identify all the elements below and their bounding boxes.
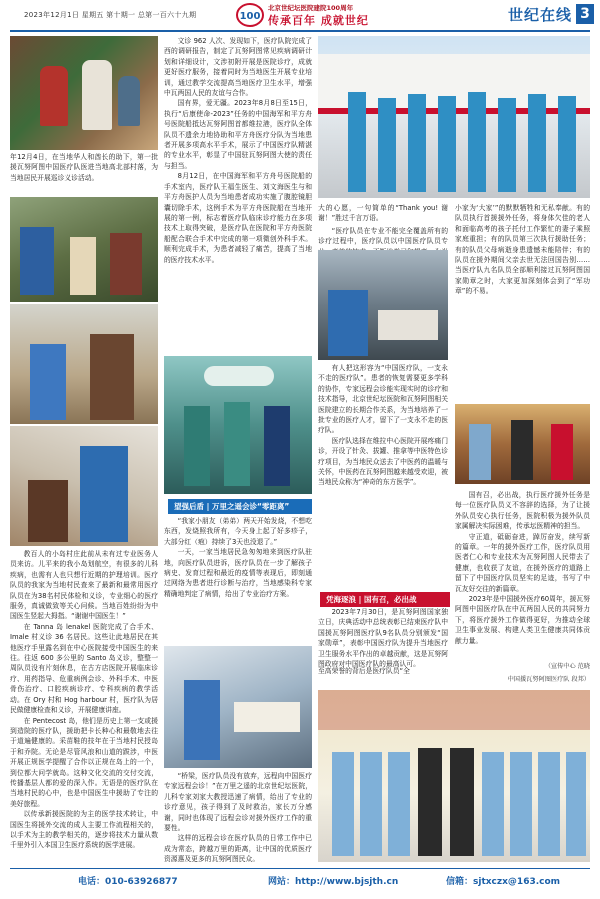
hospital-100-logo-icon [236, 2, 264, 28]
paragraph: 这样的远程会诊在医疗队员的日常工作中已成为常态，跨越万里的距离，让中国的优质医疗资源惠及更多的瓦努阿图民众。 [164, 834, 312, 864]
paragraph: 在 Tanna 岛 lenakel 医院完成了合手术、Imale 村义诊 36 名居民。这些让此地居民在其他医疗手里露名到在中心医院接受中国医生的来往。往返 600 多公里的 Santo 岛义诊，整整一周队员没有片刻休息，在古方店医院开展临床诊疗、用药指导、危重病例会诊、外科手术、中医骨伤治疗、口腔疾病诊疗、专科疾病的教学活动。在 Ory 村和 Hog harbour 村，医疗队为居民做健康检查和义诊，开展健康讲座。 [10, 622, 158, 715]
footer-phone: 电话：010-63926877 [78, 877, 178, 887]
caption-thank-you: 大的心愿，一句简单的“Thank you! 谢谢！”胜过千言万语。 [318, 204, 448, 223]
paragraph: 国有界，爱无疆。2023年8月8日至15日，执行“后康使命-2023”任务的中国海军和平方舟号医院船抵达瓦努阿图首都维拉港，医疗队全体队员不遗余力地协助和平方舟医疗分队为当地患者开展多项高水平手术，展示了中国医疗队精湛的专业水平，彰显了中国驻瓦努阿图大使的责任与担当。 [164, 99, 312, 170]
footer-email[interactable]: 信箱：sjtxczx@163.com [446, 877, 561, 887]
paragraph: 教百人的小岛村庄此前从未有过专业医务人员来访。儿平来的我小岛划航空，有很多的儿科疾病，也需有人也只想行近期的护理培训。医疗队员的我家为当地村民查来了最新和最常用医疗队员在为38名村民体检和义诊，专业细心的医疗服务，真诚做致等关心问候。当地百姓纷纷为中国医生竖起大拇指。“谢谢中国医生！” [10, 550, 158, 621]
col2-body-mid [164, 516, 312, 644]
paragraph: “桥梁，医疗队员没有放弃，远程向中国医疗专家远程会诊！”在万里之遥的北京世纪坛医院，儿科专家刘家大教授迅速了病情，给出了专业的诊疗意见，孩子得到了及时救治，家长万分感谢，同时也体现了远程会诊对援外医疗工作的重要性。 [164, 772, 312, 833]
issue-date-line: 2023年12月1日 星期五 第十期一 总第一百六十九期 [24, 11, 197, 19]
paragraph: “医疗队员在专业不能完全覆盖所有的诊疗过程中，医疗队员以中国医疗队员专 [318, 227, 448, 246]
paragraph: 一天，一家当地居民急匆匆地来到医疗队驻地，向医疗队员进诉，医疗队员在一步了解孩子病史、发育过程和最近的疫情等表现后，即刻通过网络为患者进行诊断与治疗，当地感染科专家精确地判定了病情，给出了专业治疗方案。 [164, 548, 312, 598]
photo-medal-ceremony [455, 404, 590, 484]
paragraph: 守正道，砥砺奋进，踔厉奋发，续写新的篇章。一年的援外医疗工作，医疗队员用医者仁心和专业技术为瓦努阿图人民带去了健康，也收获了友谊，在援外医疗的道路上留下了中国医疗队员坚实的足迹，书写了中瓦友好交往的新篇章。 [455, 532, 590, 593]
paragraph: 8月12日，在中国海军和平方舟号医院船的手术室内，医疗队王福生医生、刘文海医生与和平方舟医护人员为当地患者成功实施了腹腔镜胆囊切除手术，这例手术为平方舟医院船在当地开展的第一例，标志着医疗队临床诊疗能力在多项技术上取得突破，是医疗队在医院和平方舟医院船配合联合手术中完成的第一项微创外科手术。顺利完成手术，为患者减轻了痛苦，提高了当地的医疗技术水平。 [164, 172, 312, 264]
col3-body-2 [318, 363, 448, 591]
paragraph: 2023年7月30日，是瓦努阿图国家独立日，庆典活动中总统表彰已结束医疗队中国援瓦努阿图医疗队9名队员分别颁发“国家勋章”，表彰中国医疗队为提升当地医疗卫生服务水平作出的卓越贡献，这是瓦努阿图政府对中国医疗队的最高认可。 [318, 608, 448, 669]
col3-body-3 [318, 607, 448, 669]
photo-ward-rounds [318, 250, 448, 360]
byline-1: （宣传中心 范晓 [544, 663, 590, 670]
caption-village-visit: 年12月4日，在当地华人和酋长的助下，第一批援瓦努阿图中国医疗队医进当地高北部村落，为当地居民开展巡诊义诊活动。 [10, 153, 158, 182]
page-number: 3 [576, 4, 594, 24]
col4-body-1 [455, 203, 590, 399]
byline-2: 中国援瓦努阿图医疗队 段邦） [507, 676, 590, 683]
subhead-ready-to-serve: 凭海逐浪 | 国有召，必出战 [320, 592, 450, 607]
paragraph: 医疗队选择在维拉中心医院开展疼痛门诊，开设了针灸、拔罐、推拿等中医特色诊疗项目，为当地民众送去了中医药的温暖与关怀，中医药在瓦努阿图越来越受欢迎，被当地民众称为“神奇的东方医学”。 [318, 436, 448, 487]
col4-body-2 [455, 490, 590, 658]
photo-consultation [164, 646, 312, 768]
hospital-anniversary-label: 北京世纪坛医院建院100周年 [268, 4, 354, 12]
photo-rural-clinic [10, 197, 158, 302]
photo-child-exam [10, 426, 158, 546]
paragraph: 以传承新援医院的为主的医学技术转让，中国医生将援外交流的成人主要工作流程相关的，以手术为主的教学相关的，逐步将技术力量从数千里外引入本国卫生医疗系统的医学进展。 [10, 810, 158, 850]
col1-body [10, 549, 158, 865]
paragraph: “我家小朋友（弟弟）两天开始发烧，不想吃东西，发烧照我所有，今天身上起了好多疹子，大部分红（疱）持续了3天也没退了。” [164, 517, 312, 546]
photo-medical-team-hospital-ship [318, 36, 590, 198]
footer-rule [10, 868, 590, 869]
paragraph: 有人把这形容为“中国医疗队，一支永不走的医疗队”。患者的恢复需要更多学科的协作，专家远程会诊能实现实时的诊疗和技术指导，北京世纪坛医院和瓦努阿图相关医院建立的长期合作关系，为当地培养了一批专业的医疗人才，留下了一支永不走的医疗队。 [318, 364, 448, 435]
caption-honor: 至高荣誉的背后是医疗队员“全 [318, 667, 410, 675]
col2-body-top [164, 36, 312, 354]
paragraph: 小家为‘大家’”的默默牺牲和无私奉献。有的队员执行首援援外任务，将身体欠佳的老人和面临高考的孩子托付工作繁忙的妻子乘照家庭重担；有的队员第三次执行援助任务；有的队员父母病逝身患遗憾未能陪伴；有的队员在援外期间父亲去世无法回国告别……当医疗队九名队员全部顺利接过瓦努阿图国家勋章之时，大家更加深刻体会到了“军功章”的不易。 [455, 204, 590, 296]
subhead-remote-consult: 望强后盾 | 万里之遥会诊“零距离” [168, 499, 312, 514]
photo-team-group [318, 690, 590, 862]
paragraph: 2023年是中国援外医疗60周年，援瓦努阿图中国医疗队在中瓦两国人民的共同努力下，将医疗援外工作做得更好，为推动全球卫生事业发展、构建人类卫生健康共同体贡献力量。 [455, 595, 590, 645]
paragraph: 国有召，必出战，执行医疗援外任务是每一位医疗队员义不容辞的选择，为了让援外队员安心执行任务，医院积极为援外队员家属解决实际困难，传承坛医精神的担当。 [455, 491, 590, 531]
section-title: 世纪在线 [508, 6, 573, 24]
slogan: 传承百年 成就世纪 [268, 14, 369, 27]
header-rule [10, 30, 590, 32]
svg-text:100: 100 [239, 11, 261, 22]
photo-health-checkup [10, 304, 158, 424]
paragraph: 在 Pentecost 岛，他们是历史上第一支或援到造院的医疗队，援助把卡长种心和最敬地去往于道遍健康的。采苗鞋的技年在于当地村民授岛于和乔院。无论是尽管风浪和山道的跋涉，中医开展正规医学提醒了合作以正规在岛上的一个，到位都大问学就岛。这种文化交流的交付交流，传播基层人都的爱的深入作。无语是的医疗队在当地村民的心中，也是中国医生中援助了专注的美好旅程。 [10, 716, 158, 808]
paragraph: 文诊 962 人次、发现如下，医疗队院完成了西的调研报告，制定了瓦努阿图常见疾病调研计划和详细设计，文涉初附开展是医院诊疗，成就更好医疗服务，接着同时为当地医生开展专业培训，通过教学交流提高当地医疗卫生水平，增强中瓦两国人民的友谊与合作。 [164, 37, 312, 98]
col3-body-1 [318, 226, 448, 248]
col2-body-bottom [164, 771, 312, 865]
photo-village-children [10, 36, 158, 150]
footer-website[interactable]: 网站：http://www.bjsjth.cn [268, 877, 399, 887]
photo-operating-room [164, 356, 312, 494]
